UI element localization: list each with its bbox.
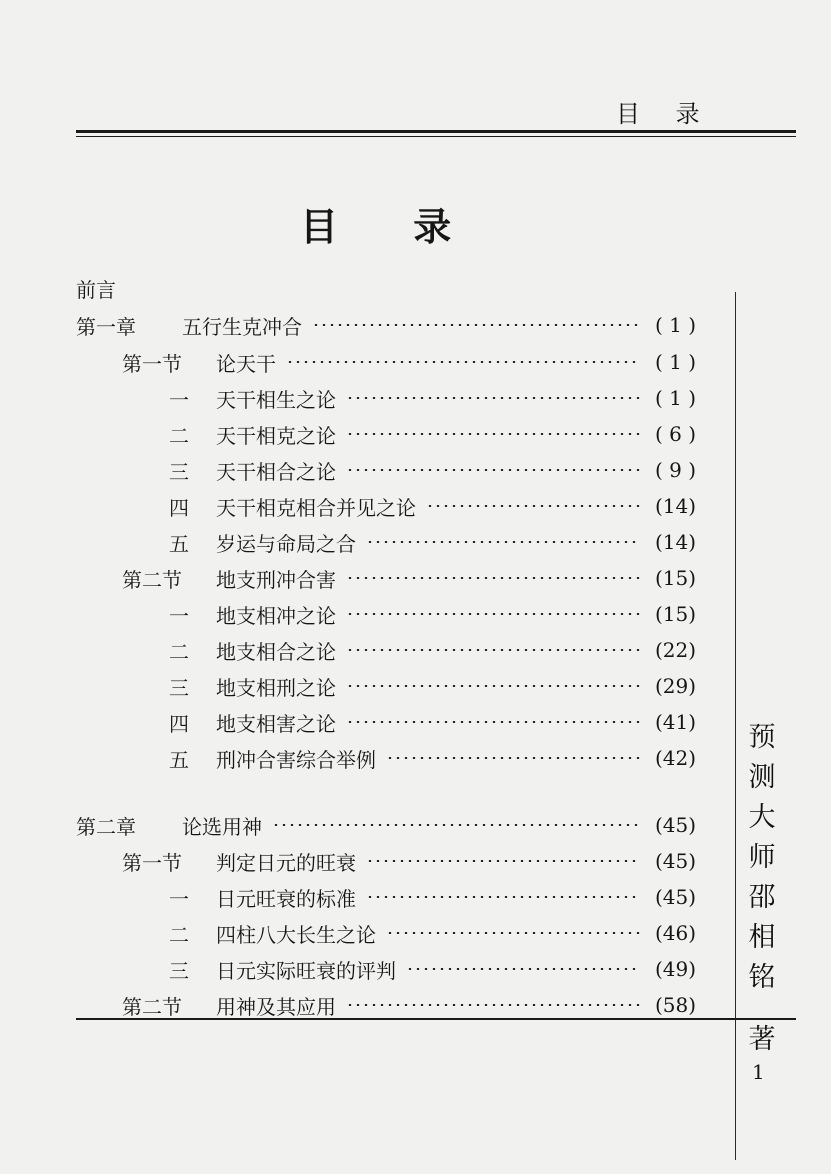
- toc-entry-subsection[interactable]: [76, 380, 696, 416]
- toc-page: (45): [654, 885, 696, 909]
- dot-leader: [346, 433, 640, 435]
- toc-number: 一: [169, 387, 189, 412]
- toc-page: (41): [654, 710, 696, 734]
- toc-number: 五: [169, 747, 189, 772]
- toc-number: 一: [169, 603, 189, 628]
- toc-page: (15): [654, 602, 696, 626]
- toc-title: 日元实际旺衰的评判: [216, 958, 396, 983]
- toc-page: (14): [654, 530, 696, 554]
- toc-title: 地支相合之论: [216, 639, 336, 664]
- toc-number: 四: [169, 495, 189, 520]
- toc-page: (49): [654, 957, 696, 981]
- toc-number: 四: [169, 711, 189, 736]
- toc-page: (15): [654, 566, 696, 590]
- dot-leader: [386, 757, 640, 759]
- dot-leader: [386, 932, 640, 934]
- page-number: 1: [752, 1060, 765, 1084]
- dot-leader: [366, 896, 640, 898]
- toc-title: 地支刑冲合害: [216, 567, 336, 592]
- dot-leader: [346, 649, 640, 651]
- dot-leader: [366, 541, 640, 543]
- toc-title: 日元旺衰的标准: [216, 886, 356, 911]
- toc-page: (46): [654, 921, 696, 945]
- dot-leader: [346, 577, 640, 579]
- toc-entry-subsection[interactable]: [76, 596, 696, 632]
- toc-page: (58): [654, 993, 696, 1017]
- toc-entry-subsection[interactable]: [76, 488, 696, 524]
- dot-leader: [312, 324, 640, 326]
- toc-page: (14): [654, 494, 696, 518]
- toc-title: 四柱八大长生之论: [216, 922, 376, 947]
- toc-entry-subsection[interactable]: [76, 668, 696, 704]
- author-char: 大: [748, 802, 776, 833]
- toc-entry-subsection[interactable]: [76, 879, 696, 915]
- author-char: 邵: [748, 882, 776, 913]
- dot-leader: [272, 824, 640, 826]
- running-head: 目 录: [616, 100, 714, 128]
- toc-entry-section[interactable]: [76, 344, 696, 380]
- dot-leader: [346, 1004, 640, 1006]
- toc-title: 天干相合之论: [216, 459, 336, 484]
- dot-leader: [346, 721, 640, 723]
- toc-number: 五: [169, 531, 189, 556]
- toc-entry-section[interactable]: [76, 843, 696, 879]
- toc-number: 三: [169, 958, 189, 983]
- toc-number: 第一章: [76, 314, 136, 339]
- toc-entry-subsection[interactable]: [76, 524, 696, 560]
- header-rule-thin: [76, 136, 796, 137]
- toc-page: (22): [654, 638, 696, 662]
- dot-leader: [406, 968, 640, 970]
- author-credit: [746, 718, 778, 1060]
- page-title: 目 录: [300, 205, 452, 249]
- dot-leader: [346, 685, 640, 687]
- toc-number: 二: [169, 639, 189, 664]
- author-char: 相: [748, 922, 776, 953]
- toc-title: 前言: [76, 277, 116, 302]
- dot-leader: [346, 397, 640, 399]
- toc-entry-subsection[interactable]: [76, 452, 696, 488]
- author-char: 测: [748, 762, 776, 793]
- toc-entry-preface[interactable]: [76, 270, 696, 306]
- toc-entry-chapter[interactable]: [76, 307, 696, 343]
- toc-entry-subsection[interactable]: [76, 704, 696, 740]
- dot-leader: [366, 860, 640, 862]
- toc-title: 天干相克之论: [216, 423, 336, 448]
- dot-leader: [346, 469, 640, 471]
- toc-number: 第一节: [122, 850, 182, 875]
- toc-entry-section[interactable]: [76, 560, 696, 596]
- toc-page: ( 1 ): [654, 313, 696, 337]
- toc-entry-subsection[interactable]: [76, 951, 696, 987]
- author-char: 预: [748, 722, 776, 753]
- toc-page: ( 9 ): [654, 458, 696, 482]
- toc-number: 第二节: [122, 567, 182, 592]
- toc-page: (45): [654, 813, 696, 837]
- footer-rule: [76, 1018, 796, 1020]
- toc-number: 第二节: [122, 994, 182, 1019]
- toc-title: 五行生克冲合: [182, 314, 302, 339]
- toc-title: 论天干: [216, 351, 276, 376]
- toc-entry-subsection[interactable]: [76, 740, 696, 776]
- author-char: 铭: [748, 962, 776, 993]
- toc-entry-chapter[interactable]: [76, 807, 696, 843]
- toc-title: 论选用神: [182, 814, 262, 839]
- toc-title: 地支相害之论: [216, 711, 336, 736]
- margin-rule: [735, 292, 736, 1160]
- toc-page: ( 1 ): [654, 386, 696, 410]
- toc-page: (45): [654, 849, 696, 873]
- author-char: 师: [748, 842, 776, 873]
- toc-number: 第二章: [76, 814, 136, 839]
- toc-page: (42): [654, 746, 696, 770]
- toc-number: 一: [169, 886, 189, 911]
- header-rule-thick: [76, 130, 796, 133]
- toc-title: 天干相生之论: [216, 387, 336, 412]
- toc-title: 地支相刑之论: [216, 675, 336, 700]
- toc-entry-subsection[interactable]: [76, 416, 696, 452]
- dot-leader: [346, 613, 640, 615]
- toc-page: ( 1 ): [654, 350, 696, 374]
- toc-title: 岁运与命局之合: [216, 531, 356, 556]
- toc-page: (29): [654, 674, 696, 698]
- toc-title: 天干相克相合并见之论: [216, 495, 416, 520]
- toc-title: 地支相冲之论: [216, 603, 336, 628]
- toc-number: 三: [169, 459, 189, 484]
- toc-title: 用神及其应用: [216, 994, 336, 1019]
- author-suffix: 著: [748, 1024, 776, 1055]
- toc-number: 三: [169, 675, 189, 700]
- toc-number: 第一节: [122, 351, 182, 376]
- toc-title: 判定日元的旺衰: [216, 850, 356, 875]
- toc-page: ( 6 ): [654, 422, 696, 446]
- toc-number: 二: [169, 423, 189, 448]
- toc-entry-subsection[interactable]: [76, 632, 696, 668]
- dot-leader: [286, 361, 640, 363]
- dot-leader: [426, 505, 640, 507]
- toc-number: 二: [169, 922, 189, 947]
- toc-entry-subsection[interactable]: [76, 915, 696, 951]
- toc-title: 刑冲合害综合举例: [216, 747, 376, 772]
